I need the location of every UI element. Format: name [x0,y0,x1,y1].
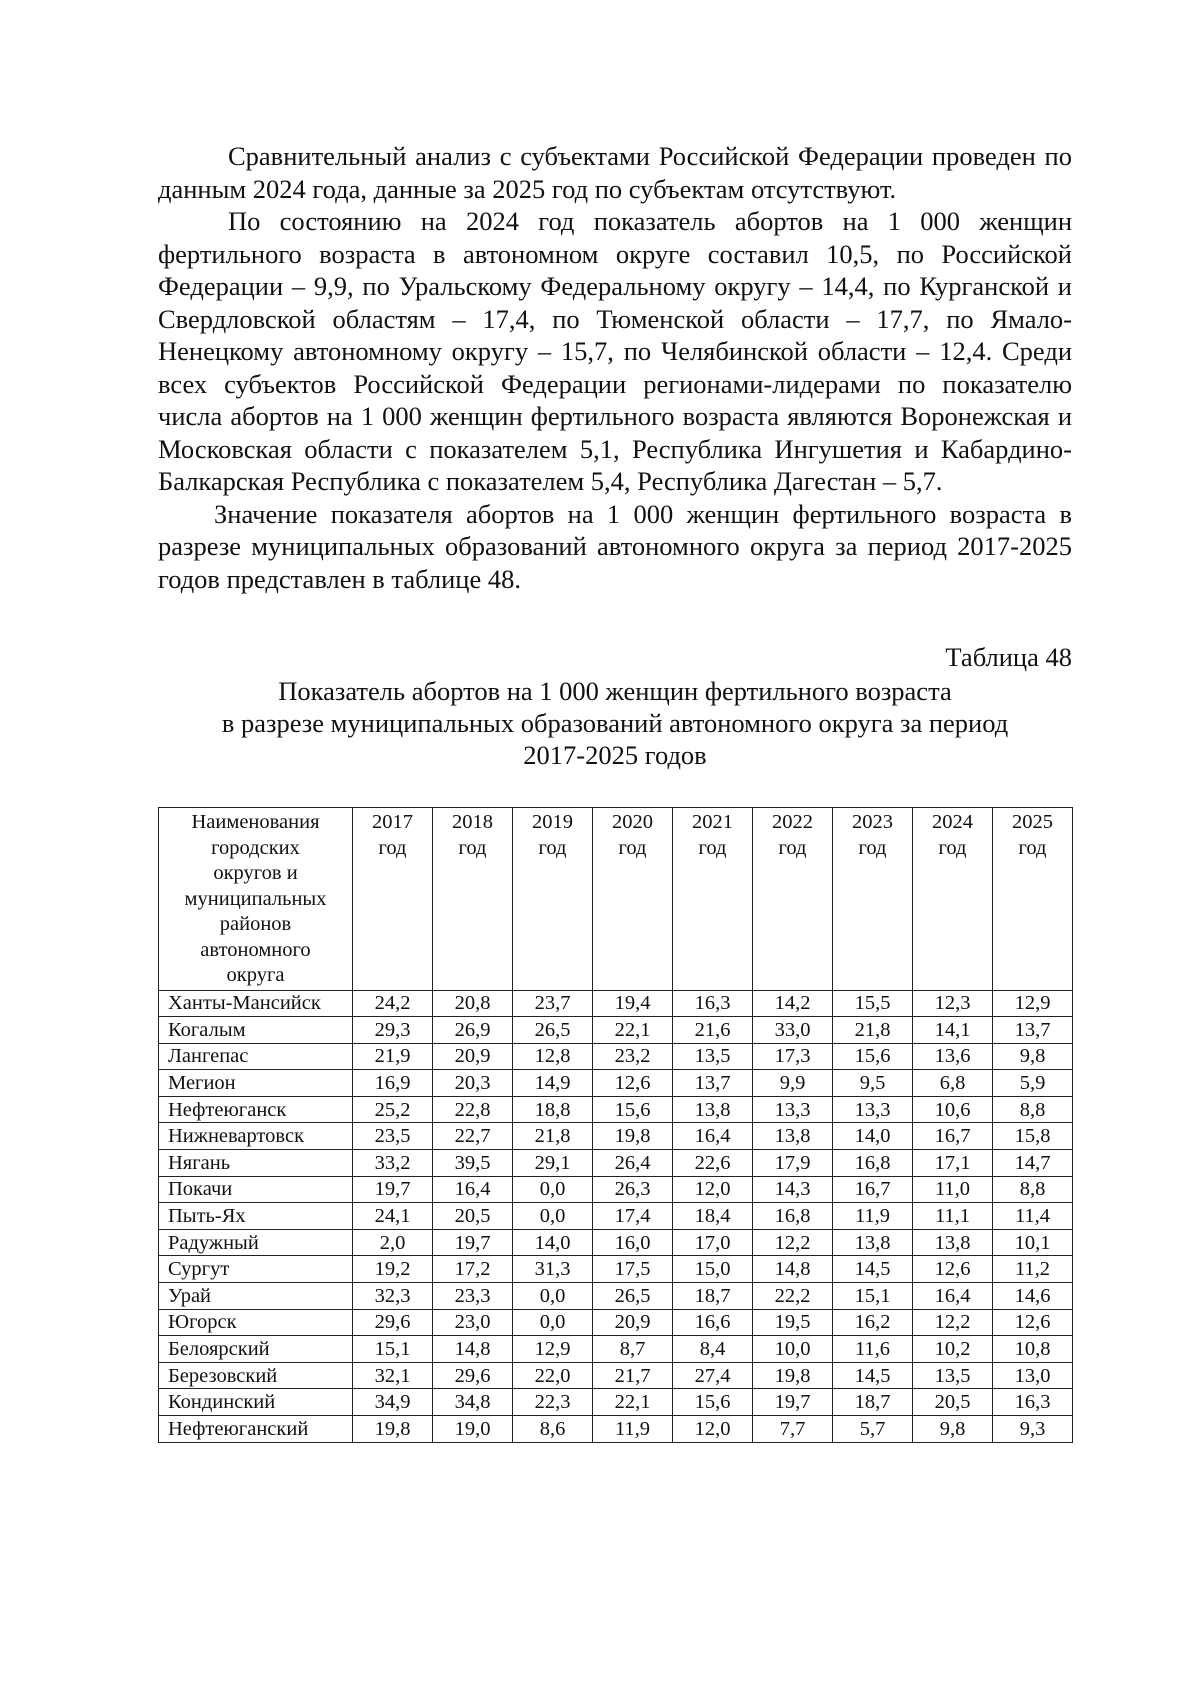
rate-cell: 5,7 [833,1416,913,1443]
rate-cell: 16,4 [433,1176,513,1203]
rate-cell: 12,9 [513,1336,593,1363]
rate-cell: 16,4 [673,1123,753,1150]
rate-cell: 19,0 [433,1416,513,1443]
rate-cell: 39,5 [433,1150,513,1177]
rate-cell: 14,8 [433,1336,513,1363]
rate-cell: 12,0 [673,1176,753,1203]
rate-cell: 22,6 [673,1150,753,1177]
rate-cell: 22,8 [433,1096,513,1123]
rate-cell: 33,0 [753,1017,833,1044]
rate-cell: 18,4 [673,1203,753,1230]
rate-cell: 19,7 [753,1389,833,1416]
rate-cell: 0,0 [513,1176,593,1203]
rate-cell: 18,7 [833,1389,913,1416]
document-page [158,140,1072,1443]
rate-cell: 22,3 [513,1389,593,1416]
table-row [159,1150,1073,1177]
table-row [159,1229,1073,1256]
table-row [159,1123,1073,1150]
rate-cell: 19,5 [753,1309,833,1336]
table-row [159,1416,1073,1443]
rate-cell: 22,7 [433,1123,513,1150]
table-title-line: Показатель абортов на 1 000 женщин фертильного возраста [278,676,952,706]
rate-cell: 16,6 [673,1309,753,1336]
header-year: 2025 год [993,808,1073,991]
rate-cell: 10,6 [913,1096,993,1123]
rate-cell: 11,9 [833,1203,913,1230]
municipality-name: Нефтеюганск [159,1096,353,1123]
rate-cell: 21,8 [513,1123,593,1150]
municipality-name: Пыть-Ях [159,1203,353,1230]
table-header-row [159,808,1073,991]
rate-cell: 18,8 [513,1096,593,1123]
municipality-name: Урай [159,1283,353,1310]
rate-cell: 21,7 [593,1362,673,1389]
table-row [159,1017,1073,1044]
rate-cell: 7,7 [753,1416,833,1443]
rate-cell: 0,0 [513,1309,593,1336]
rate-cell: 22,0 [513,1362,593,1389]
rate-cell: 24,2 [353,990,433,1017]
rate-cell: 2,0 [353,1229,433,1256]
table-row [159,1309,1073,1336]
rate-cell: 29,6 [433,1362,513,1389]
rate-cell: 17,3 [753,1043,833,1070]
rate-cell: 14,0 [513,1229,593,1256]
table-title-line: в разрезе муниципальных образований автономного округа за период [221,708,1009,738]
municipality-name: Нягань [159,1150,353,1177]
municipality-name: Белоярский [159,1336,353,1363]
rate-cell: 10,0 [753,1336,833,1363]
table-body [159,990,1073,1442]
rate-cell: 13,3 [753,1096,833,1123]
rate-cell: 11,1 [913,1203,993,1230]
rate-cell: 20,8 [433,990,513,1017]
rate-cell: 21,8 [833,1017,913,1044]
rate-cell: 17,9 [753,1150,833,1177]
rate-cell: 33,2 [353,1150,433,1177]
header-year: 2023 год [833,808,913,991]
rate-cell: 8,7 [593,1336,673,1363]
rate-cell: 12,8 [513,1043,593,1070]
rate-cell: 11,2 [993,1256,1073,1283]
table-row [159,1389,1073,1416]
rate-cell: 13,3 [833,1096,913,1123]
rate-cell: 0,0 [513,1283,593,1310]
table-row [159,990,1073,1017]
rate-cell: 29,6 [353,1309,433,1336]
rate-cell: 8,4 [673,1336,753,1363]
rate-cell: 23,2 [593,1043,673,1070]
rate-cell: 14,8 [753,1256,833,1283]
rate-cell: 14,2 [753,990,833,1017]
rate-cell: 6,8 [913,1070,993,1097]
rate-cell: 20,3 [433,1070,513,1097]
rate-cell: 25,2 [353,1096,433,1123]
rate-cell: 32,3 [353,1283,433,1310]
rate-cell: 20,9 [433,1043,513,1070]
rate-cell: 15,6 [593,1096,673,1123]
rate-cell: 26,5 [593,1283,673,1310]
rate-cell: 16,3 [993,1389,1073,1416]
paragraph-table-intro: Значение показателя абортов на 1 000 женщин фертильного возраста в разрезе муниципальных образований автономного округа за период 2017-2025 годов представлен в таблице 48. [158,498,1072,594]
rate-cell: 22,1 [593,1017,673,1044]
header-line: Наименования [191,811,320,833]
municipality-name: Когалым [159,1017,353,1044]
rate-cell: 18,7 [673,1283,753,1310]
header-year: 2018 год [433,808,513,991]
rate-cell: 16,7 [833,1176,913,1203]
rate-cell: 15,6 [833,1043,913,1070]
rate-cell: 11,6 [833,1336,913,1363]
rate-cell: 14,3 [753,1176,833,1203]
rate-cell: 34,9 [353,1389,433,1416]
rate-cell: 29,1 [513,1150,593,1177]
header-year: 2021 год [673,808,753,991]
rate-cell: 12,9 [993,990,1073,1017]
municipality-name: Покачи [159,1176,353,1203]
rate-cell: 12,6 [913,1256,993,1283]
rate-cell: 13,8 [673,1096,753,1123]
header-year: 2020 год [593,808,673,991]
header-year: 2017 год [353,808,433,991]
rate-cell: 14,5 [833,1362,913,1389]
rate-cell: 19,2 [353,1256,433,1283]
rate-cell: 12,2 [753,1229,833,1256]
table-row [159,1203,1073,1230]
rate-cell: 23,7 [513,990,593,1017]
rate-cell: 0,0 [513,1203,593,1230]
rate-cell: 17,5 [593,1256,673,1283]
table-row [159,1070,1073,1097]
table-row [159,1283,1073,1310]
rate-cell: 12,2 [913,1309,993,1336]
table-row [159,1336,1073,1363]
municipality-name: Березовский [159,1362,353,1389]
rate-cell: 16,3 [673,990,753,1017]
rate-cell: 9,3 [993,1416,1073,1443]
rate-cell: 24,1 [353,1203,433,1230]
rate-cell: 12,6 [993,1309,1073,1336]
table-row [159,1043,1073,1070]
municipality-name: Сургут [159,1256,353,1283]
rate-cell: 20,5 [433,1203,513,1230]
municipality-name: Мегион [159,1070,353,1097]
rate-cell: 26,4 [593,1150,673,1177]
rate-cell: 13,8 [833,1229,913,1256]
header-year: 2022 год [753,808,833,991]
rate-cell: 13,8 [753,1123,833,1150]
rate-cell: 9,8 [993,1043,1073,1070]
rate-cell: 22,2 [753,1283,833,1310]
table-row [159,1176,1073,1203]
rate-cell: 26,9 [433,1017,513,1044]
header-year: 2024 год [913,808,993,991]
table-caption: Таблица 48 [945,642,1072,672]
rate-cell: 15,0 [673,1256,753,1283]
paragraph-abortion-rate-2024: По состоянию на 2024 год показатель абортов на 1 000 женщин фертильного возраста в автономном округе составил 10,5, по Российской Федерации – 9,9, по Уральскому Федеральному округу – 14,4, по Курганской и Свердловской областям – 17,4, по Тюменской области – 17,7, по Ямало-Ненецкому автономному округу – 15,7, по Челябинской области – 12,4. Среди всех субъектов Российской Федерации регионами-лидерами по показателю числа абортов на 1 000 женщин фертильного возраста являются Воронежская и Московская области с показателем 5,1, Республика Ингушетия и Кабардино-Балкарская Республика с показателем 5,4, Республика Дагестан – 5,7. [158,206,1072,496]
rate-cell: 17,0 [673,1229,753,1256]
rate-cell: 8,6 [513,1416,593,1443]
rate-cell: 15,1 [353,1336,433,1363]
table-row [159,1096,1073,1123]
municipality-name: Кондинский [159,1389,353,1416]
header-line: городских [211,836,300,859]
rate-cell: 10,2 [913,1336,993,1363]
rate-cell: 12,6 [593,1070,673,1097]
table-row [159,1362,1073,1389]
rate-cell: 16,4 [913,1283,993,1310]
rate-cell: 16,8 [833,1150,913,1177]
rate-cell: 19,7 [353,1176,433,1203]
rate-cell: 21,9 [353,1043,433,1070]
rate-cell: 15,5 [833,990,913,1017]
header-municipality [159,808,353,991]
rate-cell: 17,1 [913,1150,993,1177]
rate-cell: 19,8 [753,1362,833,1389]
rate-cell: 13,8 [913,1229,993,1256]
header-line: районов [219,913,292,935]
table-title-line: 2017-2025 годов [523,740,707,770]
rate-cell: 9,8 [913,1416,993,1443]
table-row [159,1256,1073,1283]
rate-cell: 16,9 [353,1070,433,1097]
rate-cell: 10,8 [993,1336,1073,1363]
rate-cell: 14,1 [913,1017,993,1044]
rate-cell: 15,8 [993,1123,1073,1150]
abortion-rate-table [158,807,1073,1443]
municipality-name: Лангепас [159,1043,353,1070]
paragraph-comparative-analysis: Сравнительный анализ с субъектами Российской Федерации проведен по данным 2024 года, данные за 2025 год по субъектам отсутствуют. [158,141,1072,204]
rate-cell: 8,8 [993,1176,1073,1203]
rate-cell: 13,0 [993,1362,1073,1389]
table-title [158,675,1072,771]
rate-cell: 5,9 [993,1070,1073,1097]
rate-cell: 14,6 [993,1283,1073,1310]
rate-cell: 19,4 [593,990,673,1017]
rate-cell: 9,5 [833,1070,913,1097]
rate-cell: 22,1 [593,1389,673,1416]
rate-cell: 16,0 [593,1229,673,1256]
header-line: округа [226,964,285,986]
municipality-name: Радужный [159,1229,353,1256]
rate-cell: 13,5 [913,1362,993,1389]
rate-cell: 20,9 [593,1309,673,1336]
rate-cell: 19,8 [353,1416,433,1443]
rate-cell: 16,2 [833,1309,913,1336]
municipality-name: Нижневартовск [159,1123,353,1150]
rate-cell: 23,0 [433,1309,513,1336]
municipality-name: Нефтеюганский [159,1416,353,1443]
rate-cell: 16,7 [913,1123,993,1150]
rate-cell: 32,1 [353,1362,433,1389]
rate-cell: 19,8 [593,1123,673,1150]
municipality-name: Ханты-Мансийск [159,990,353,1017]
rate-cell: 26,5 [513,1017,593,1044]
rate-cell: 11,0 [913,1176,993,1203]
rate-cell: 27,4 [673,1362,753,1389]
municipality-name: Югорск [159,1309,353,1336]
rate-cell: 31,3 [513,1256,593,1283]
rate-cell: 13,7 [673,1070,753,1097]
rate-cell: 14,9 [513,1070,593,1097]
rate-cell: 26,3 [593,1176,673,1203]
rate-cell: 12,3 [913,990,993,1017]
rate-cell: 14,5 [833,1256,913,1283]
rate-cell: 10,1 [993,1229,1073,1256]
rate-cell: 23,5 [353,1123,433,1150]
rate-cell: 13,6 [913,1043,993,1070]
rate-cell: 8,8 [993,1096,1073,1123]
rate-cell: 21,6 [673,1017,753,1044]
rate-cell: 11,9 [593,1416,673,1443]
header-line: округов и [213,862,298,884]
rate-cell: 13,5 [673,1043,753,1070]
header-line: муниципальных [184,887,327,910]
rate-cell: 15,6 [673,1389,753,1416]
rate-cell: 29,3 [353,1017,433,1044]
rate-cell: 13,7 [993,1017,1073,1044]
rate-cell: 11,4 [993,1203,1073,1230]
rate-cell: 15,1 [833,1283,913,1310]
rate-cell: 9,9 [753,1070,833,1097]
rate-cell: 14,0 [833,1123,913,1150]
rate-cell: 14,7 [993,1150,1073,1177]
rate-cell: 12,0 [673,1416,753,1443]
header-year: 2019 год [513,808,593,991]
rate-cell: 23,3 [433,1283,513,1310]
header-line: автономного [200,938,311,961]
rate-cell: 17,4 [593,1203,673,1230]
rate-cell: 20,5 [913,1389,993,1416]
rate-cell: 16,8 [753,1203,833,1230]
rate-cell: 17,2 [433,1256,513,1283]
rate-cell: 34,8 [433,1389,513,1416]
rate-cell: 19,7 [433,1229,513,1256]
